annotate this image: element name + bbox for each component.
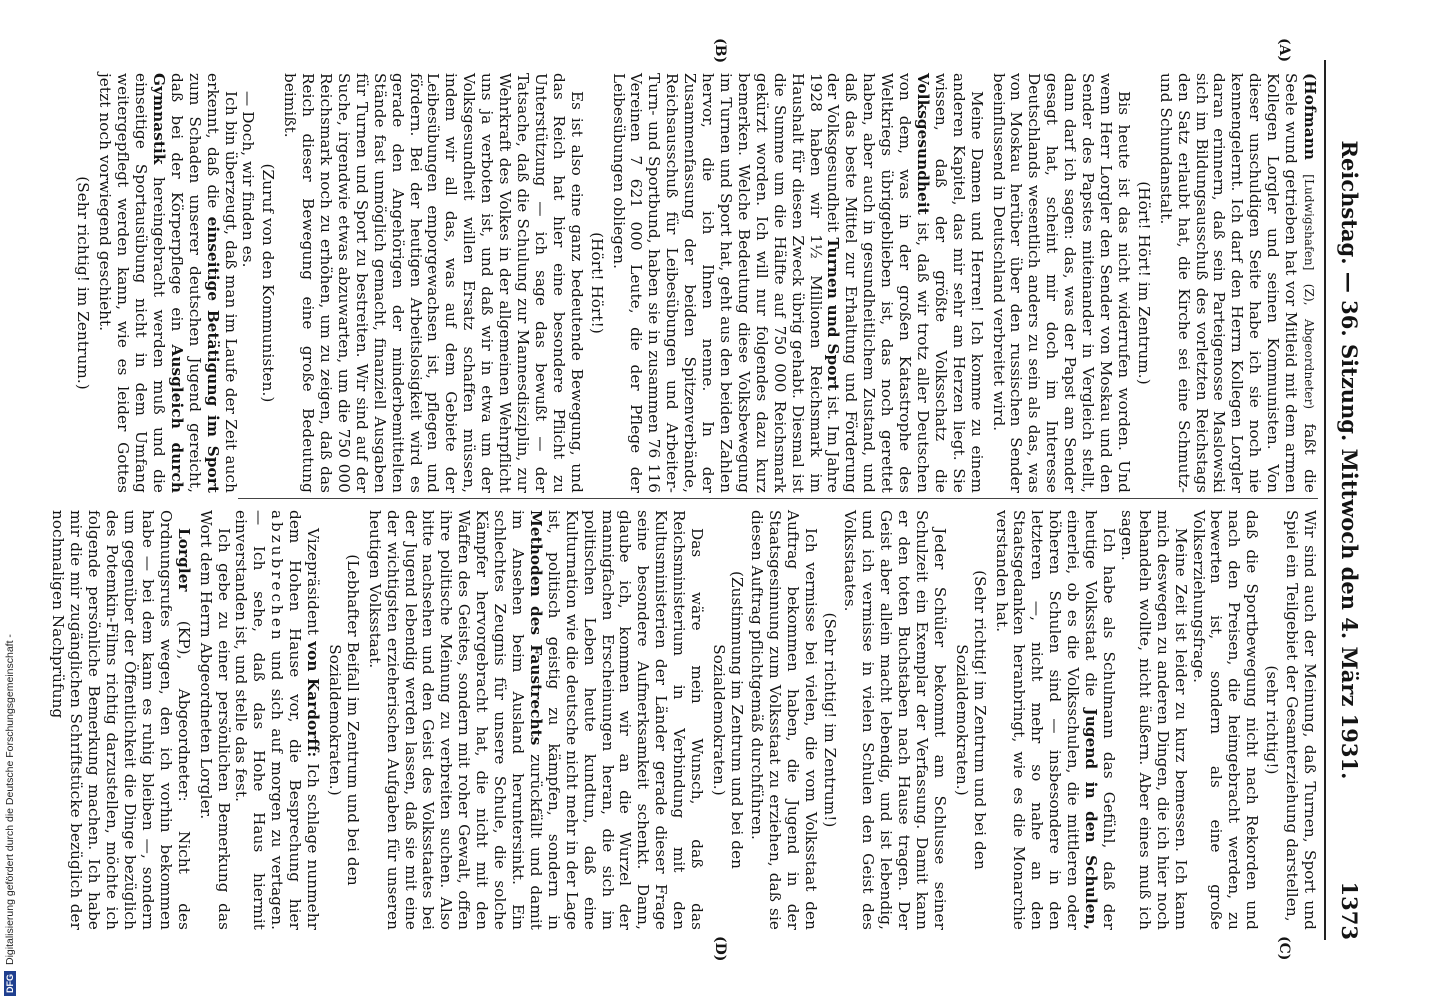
paragraph: Ich gebe zu einer persönlichen Bemerkung das Wort dem Herrn Abgeordneten Lorgler. [196,510,233,930]
interjection: (Hört! Hört!) [587,232,606,334]
emphasis-text: Jugend in den Schulen, [1082,708,1101,931]
emphasis-text: Ausgleich durch Gymnastik [149,73,186,493]
paragraph: Bis heute ist das nicht widerrufen worden. Und wenn Herr Lorgler den Sender von Moskau und den Sender des Papstes miteinander in Vergleich stellt, dann darf ich sagen: das, was der Papst am Sender gesagt hat, scheint mir doch im Interesse Deutschlands wesentlich anders zu sein als das, was von Moskau herüber über den russischen Sender beeinflussend in Deutschland verbreitet wird. [989,73,1133,493]
header-title: Reichstag. — 36. Sitzung. Mittwoch den 4. März 1931. [1337,140,1362,780]
interjection: (Sehr richtig! im Zentrum und bei den Sozialdemokraten.) [952,570,989,870]
paragraph-text: ist. Im Jahre 1928 haben wir 1½ Millionen Reichsmark im Haushalt für diesen Zweck übrig gehabt. Diesmal ist die Summe um die Hälfte auf 750 000 Reichsmark gekürzt worden. Ich will nur folgendes dazu kurz bemerken. Welche Bedeutung diese Volksbewegung im Turnen und Sport hat, geht aus den beiden Zahlen hervor, die ich Ihnen nenne. In der Zusammenfassung der beiden Spitzenverbände, Reichsausschuß für Leibesübungen und Arbeiter-Turn- und Sportbund, haben sie in zusammen 76 116 Vereinen 7 621 000 Leute, die der Pflege der Leibesübungen obliegen. [609,73,843,494]
page-header [1328,60,1372,940]
speaker-name: (Hofmann [1301,73,1319,160]
interjection: (Zustimmung im Zentrum und bei den Sozialdemokraten.) [710,570,746,870]
emphasis-text: Turnen und Sport [824,237,843,391]
interjection: (Hört! Hört! im Zentrum.) [1134,181,1153,385]
column-divider [238,498,1318,499]
speaker-name: Lorgler [174,528,193,592]
paragraph [232,510,322,930]
margin-mark-c: (C) [1276,936,1292,961]
paragraph: Es ist also eine ganz bedeutende Bewegung, und das Reich hat hier eine besondere Pflicht zu Unterstützung — ich sage das bewußt — der Tatsache, daß die Schulung zur Mannesdisziplin, zur Wehrkraft des Volkes in der allgemeinen Wehrpflicht uns ja verboten ist, und daß wir in etwa um der Volksgesundheit willen Ersatz schaffen müssen, indem wir all das, was auf dem Gebiete der Leibesübungen emporgewachsen ist, pflegen und fördern. Bei der heutigen Arbeitslosigkeit wird es gerade den Angehörigen der minderbemittelten Stände fast unmöglich gemacht, finanziell Ausgaben für Turnen und Sport zu bestreiten. Wir sind auf der Suche, irgendwie etwas abzuwarten, um die 750 000 Reichsmark noch zu erhöhen, um zu zeigen, daß das Reich dieser Bewegung eine große Bedeutung beimißt. [281,73,586,493]
paragraph [365,510,705,930]
paragraph-text: zurückfällt und damit im Ansehen beim Ausland heruntersinkt. Ein schlechtes Zeugnis für unsere Schule, die solche Kämpfer hervorgebracht hat, die nicht mit den Waffen des Geistes, sondern mit roher Gewalt, offen ihre politische Meinung zu verbreiten suchen. Also bitte nachsehen und den Geist des Volksstaates bei der Jugend lebendig werden lassen, daß sie mit eine der wichtigsten erzieherischen Aufgaben für unseren heutigen Volksstaat. [365,510,545,930]
dfg-logo: DFG [4,971,16,996]
paragraph-text: ist, daß wir trotz aller Deutschen von dem, was in der großen Katastrophe des Weltkriegs übriggeblieben ist, das noch gerettet haben, aber auch in gesundheitlichem Zustand, und daß das beste Mittel zur Erhaltung und Förderung der Volksgesundheit [824,73,932,493]
paragraph [48,510,191,930]
margin-mark-b: (B) [712,38,728,64]
margin-mark-a: (A) [1276,38,1292,63]
paragraph-text: zum Schaden unserer deutschen Jugend gereicht, daß bei der Körperpflege ein [167,73,204,493]
credit-text: Digitalisierung gefördert durch die Deutsche Forschungsgemeinschaft - [4,634,16,965]
paragraph-text: einerlei, ob es die Volksschulen, die mittleren oder höheren Schulen sind — insbesondere in den letzteren —, nicht mehr so nahe an den Staatsgedanken heranbringt, wie es die Monarchie verstanden hat. [992,510,1083,930]
paragraph: daß die Sportbewegung nicht nach Rekorden und nach den Preisen, die heimgebracht werden, zu bewerten ist, sondern als eine große Volkserziehungsfrage. [1189,510,1262,930]
paragraph [992,510,1117,930]
emphasis-text: Methoden des Faustrechts [526,510,545,746]
header-rule [1324,60,1326,940]
paragraph-text: Das wäre mein Wunsch, daß das Reichsministerium in Verbindung mit den Kultusministerien der Länder gerade dieser Frage seine besondere Aufmerksamkeit schenkt. Dann, glaube ich, kommen wir an die Wurzel der mannigfachen Erscheinungen heran, die sich im politischen Leben heute kundtun, daß eine Kulturnation wie die deutsche nicht mehr in der Lage ist, politisch geistig zu kämpfen, sondern in [544,510,707,930]
paragraph-text: Ich habe als Schulmann das Gefühl, daß der heutige Volksstaat die [1082,510,1119,930]
paragraph: Meine Zeit ist leider zu kurz bemessen. Ich kann mich deswegen zu anderen Dingen, die ich hier noch behandeln wollte, nicht äußern. Aber eines muß ich sagen. [1117,510,1190,930]
paragraph: Ich vermisse bei vielen, die vom Volksstaat den Auftrag bekommen haben, die Jugend in der Staatsgesinnung zum Volksstaat zu erziehen, daß sie diesen Auftrag pflichtgemäß durchführen. [747,510,820,930]
margin-mark-d: (D) [712,936,728,962]
paragraph-text: Ich schlage nunmehr dem Hohen Hause vor, die Besprechung hier [286,510,323,930]
paragraph-text: (KP), Abgeordneter: Nicht des Ordnungsrufes wegen, den ich vorhin bekommen habe — bei dem kann es ruhig bleiben —, sondern um gegenüber der Öffentlichkeit die Dinge bezüglich des Potemkin-Films richtig darzustellen, möchte ich folgende persönliche Bemerkung machen. Ich habe mir die mir zugänglichen Schriftstücke bezüglich der nochmaligen Nachprüfung [49,510,193,930]
paragraph: — Doch, wir finden es. [239,91,258,268]
page-number: 1373 [1337,881,1362,940]
emphasis-text: Volksgesundheit [913,73,932,215]
right-column [48,510,1318,930]
interjection: (Zuruf von den Kommunisten.) [259,163,278,403]
paragraph: Jeder Schüler bekommt am Schlusse seiner Schulzeit ein Exemplar der Verfassung. Damit kann er den toten Buchstaben nach Hause tragen. Der Geist aber allein macht lebendig, und ist lebendig, und ich vermisse in vielen Schulen den Geist des Volksstaates. [841,510,949,930]
interjection: (Sehr richtig! im Zentrum!) [821,612,840,828]
left-column [71,73,1318,493]
paragraph: Wir sind auch der Meinung, daß Turnen, Sport und Spiel ein Teilgebiet der Gesamterziehung darstellen, [1283,510,1319,930]
interjection: (Lebhafter Beifall im Zentrum und bei den Sozialdemokraten.) [325,554,362,886]
spaced-text: abzubrechen [268,510,287,643]
paragraph-text: Ich bin überzeugt, daß man im Laufe der Zeit auch erkennt, daß die [203,73,240,493]
paragraph-text: und sich auf morgen zu vertagen. — Ich sehe, daß das Hohe Haus hiermit einverstanden ist, und stelle das fest. [232,510,287,930]
speaker-name: von Kardorff: [304,641,323,758]
emphasis-text: einseitige Betätigung im Sport [203,216,222,493]
paragraph [1156,73,1318,493]
interjection: (sehr richtig!) [1263,665,1282,775]
paragraph [609,73,985,493]
paragraph-text: Vizepräsident [304,528,323,636]
paragraph [95,73,238,493]
paragraph-text: hereingebracht werden muß und die einseitige Sportausübung nicht in dem Umfang weitergepflegt werden kann, wie es leider Gottes jetzt noch vorwiegend geschieht. [96,73,168,493]
speaker-affiliation: [Ludwigshafen] (Z), Abgeordneter) [1302,174,1316,410]
interjection: (Sehr richtig! im Zentrum.) [74,176,93,390]
paragraph-text: Meine Damen und Herren! Ich komme zu einem anderen Kapitel, das mir sehr am Herzen liegt. Sie wissen, daß der größte Volksschatz die [931,73,986,493]
paragraph-text: faßt die Seele wund getrieben hat vor Mitleid mit dem armen Kollegen Lorgler und seinen Kommunisten. Von dieser unschuldigen Seite habe ich sie noch nie kennengelernt. Ich darf den Herrn Kollegen Lorgler daran erinnern, daß sein Parteigenosse Maslowski sich im Bildungsausschuß des vorletzten Reichstags den Satz erlaubt hat, die Kirche sei eine Schmutz- und Schundanstalt. [1156,73,1319,493]
